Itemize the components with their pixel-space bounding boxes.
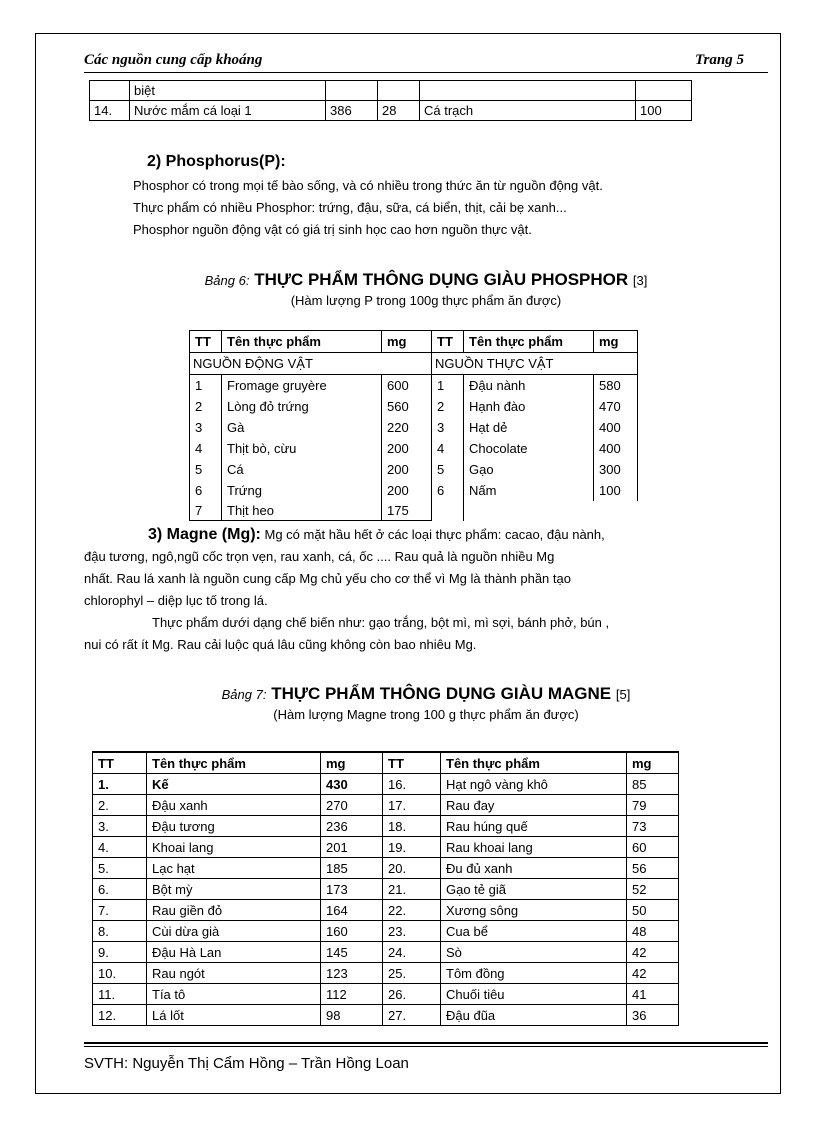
table-row: 2 Lòng đỏ trứng 560 2 Hạnh đào 470 — [190, 396, 638, 417]
table-row: 9. Đậu Hà Lan 145 24. Sò 42 — [93, 942, 679, 963]
table-row: 14. Nước mắm cá loại 1 386 28 Cá trạch 100 — [90, 101, 692, 121]
header-divider — [84, 72, 768, 73]
phosphorus-table — [189, 330, 638, 521]
header-title: Các nguồn cung cấp khoáng — [84, 52, 263, 68]
table-row: 6. Bột mỳ 173 21. Gạo tẻ giã 52 — [93, 879, 679, 900]
table-group-row: NGUỒN ĐỘNG VẬT NGUỒN THỰC VẬT — [190, 353, 638, 375]
magne-paragraph: 3) Magne (Mg): Mg có mặt hầu hết ở các loại thực phẩm: cacao, đậu nành, đậu tương, ngô,ngũ cốc trọn vẹn, rau xanh, cá, ốc .... Rau quả là nguồn nhiều Mg nhất. Rau lá xanh là nguồn cung cấp Mg chủ yếu cho cơ thể vì Mg là thành phần tạo chlorophyl – diệp lục tố trong lá. Thực phẩm dưới dạng chế biến như: gạo trắng, bột mì, mì sợi, bánh phở, bún , nui có rất ít Mg. Rau cải luộc quá lâu cũng không còn bao nhiêu Mg. — [84, 526, 610, 652]
table-row: biệt — [90, 81, 692, 101]
table-row: 11. Tía tô 112 26. Chuối tiêu 41 — [93, 984, 679, 1005]
table-header-row: TT Tên thực phẩm mg TT Tên thực phẩm mg — [190, 331, 638, 353]
section-title-phosphorus: 2) Phosphorus(P): — [147, 153, 286, 170]
table6-caption: Bảng 6: THỰC PHẨM THÔNG DỤNG GIÀU PHOSPHOR [3] — [204, 270, 648, 289]
table-row: 2. Đậu xanh 270 17. Rau đay 79 — [93, 795, 679, 816]
table-row: 7 Thịt heo 175 — [190, 501, 638, 521]
table-row: 8. Cùi dừa già 160 23. Cua bể 48 — [93, 921, 679, 942]
table-row: 5. Lạc hạt 185 20. Đu đủ xanh 56 — [93, 858, 679, 879]
table-header-row: TT Tên thực phẩm mg TT Tên thực phẩm mg — [93, 752, 679, 774]
table-row: 4 Thịt bò, cừu 200 4 Chocolate 400 — [190, 438, 638, 459]
section-title-magne: 3) Magne (Mg): — [148, 526, 261, 543]
table6-subcaption: (Hàm lượng P trong 100g thực phẩm ăn được) — [290, 293, 562, 308]
table-row: 1. Kế 430 16. Hạt ngô vàng khô 85 — [93, 774, 679, 795]
continued-table — [89, 80, 692, 121]
table-row: 12. Lá lốt 98 27. Đậu đũa 36 — [93, 1005, 679, 1026]
page-number: Trang 5 — [694, 52, 744, 68]
footer-divider-thin — [84, 1046, 768, 1047]
phosphorus-paragraph: Phosphor có trong mọi tế bào sống, và có nhiều trong thức ăn từ nguồn động vật. Thực phẩm có nhiều Phosphor: trứng, đậu, sữa, cá biển, thịt, cải bẹ xanh... Phosphor nguồn động vật có giá trị sinh học cao hơn nguồn thực vật. — [133, 178, 603, 237]
table-row: 1 Fromage gruyère 600 1 Đậu nành 580 — [190, 375, 638, 397]
table-row: 3. Đậu tương 236 18. Rau húng quế 73 — [93, 816, 679, 837]
table-row: 5 Cá 200 5 Gạo 300 — [190, 459, 638, 480]
footer-authors: SVTH: Nguyễn Thị Cẩm Hồng – Trần Hồng Loan — [84, 1055, 409, 1072]
table-row: 10. Rau ngót 123 25. Tôm đồng 42 — [93, 963, 679, 984]
table7-caption: Bảng 7: THỰC PHẨM THÔNG DỤNG GIÀU MAGNE [5] — [221, 684, 631, 703]
table-row: 7. Rau giền đỏ 164 22. Xương sông 50 — [93, 900, 679, 921]
table-row: 6 Trứng 200 6 Nấm 100 — [190, 480, 638, 501]
table-row: 4. Khoai lang 201 19. Rau khoai lang 60 — [93, 837, 679, 858]
table-row: 3 Gà 220 3 Hạt dẻ 400 — [190, 417, 638, 438]
magne-table — [92, 751, 679, 1026]
table7-subcaption: (Hàm lượng Magne trong 100 g thực phẩm ăn được) — [273, 707, 579, 722]
footer-divider — [84, 1042, 768, 1044]
